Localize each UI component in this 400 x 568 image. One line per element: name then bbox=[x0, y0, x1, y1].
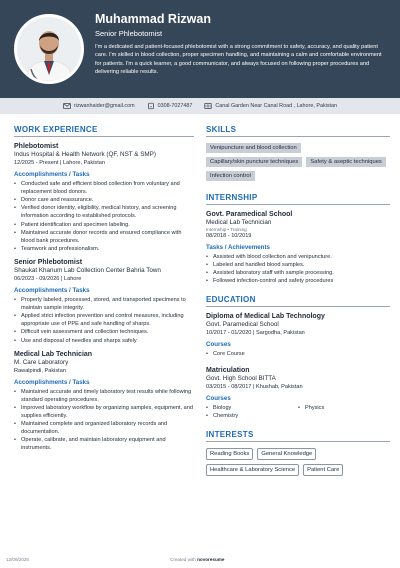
task-item: • Operate, calibrate, and maintain laboratory equipment and instruments. bbox=[14, 436, 194, 452]
internship-organization: Govt. Paramedical School bbox=[206, 211, 293, 218]
work-experience-heading: WORK EXPERIENCE bbox=[14, 125, 98, 134]
task-item: • Patient identification and specimen labeling. bbox=[14, 221, 194, 229]
task-item: • Assisted with blood collection and venipuncture. bbox=[206, 253, 390, 261]
job-organization: Shaukat Khanum Lab Collection Center Bahria Town bbox=[14, 266, 161, 274]
footer-credit bbox=[170, 557, 224, 562]
internship-date: 08/2018 - 10/2019 bbox=[206, 233, 252, 239]
task-list bbox=[14, 296, 194, 345]
school-name: Govt. Paramedical School bbox=[206, 321, 279, 329]
job-title: Senior Phlebotomist bbox=[14, 258, 83, 266]
tasks-heading: Accomplishments / Tasks bbox=[14, 286, 90, 294]
job-title: Medical Lab Technician bbox=[14, 350, 93, 358]
task-item: • Assisted laboratory staff with sample processing. bbox=[206, 269, 390, 277]
degree-title: Diploma of Medical Lab Technology bbox=[206, 313, 325, 321]
contact-address bbox=[204, 102, 337, 110]
task-item: • Improved laboratory workflow by organizing samples, equipment, and supplies efficiently. bbox=[14, 404, 194, 420]
task-item: • Maintained accurate and timely laboratory test results while following standard operating procedures. bbox=[14, 388, 194, 404]
job-entry bbox=[14, 351, 194, 453]
page-footer bbox=[0, 553, 400, 568]
task-item: • Maintained complete and organized laboratory records and documentation. bbox=[14, 420, 194, 436]
task-item: • Verified donor identity, eligibility, medical history, and screening information according to established protocols. bbox=[14, 204, 194, 220]
interest-tag: General Knowledge bbox=[257, 448, 316, 460]
job-organization: Indus Hospital & Health Network (QF, NST & SMP) bbox=[14, 151, 156, 158]
right-column bbox=[206, 125, 390, 476]
internship-heading: INTERNSHIP bbox=[206, 193, 258, 202]
avatar-photo-icon bbox=[17, 17, 81, 81]
course-item: • Chemistry bbox=[206, 412, 298, 420]
course-item: • Biology bbox=[206, 404, 298, 412]
resume-header bbox=[0, 0, 400, 98]
job-date: Rawalpindi, Pakistan bbox=[14, 367, 66, 374]
email-text: rizwanhaider@gmail.com bbox=[73, 103, 135, 109]
task-item: • Donor care and reassurance. bbox=[14, 196, 194, 204]
footer-date: 12/09/2026 bbox=[6, 557, 29, 562]
brand-name: novoresume bbox=[197, 557, 225, 562]
contact-phone[interactable] bbox=[147, 102, 193, 110]
task-item: • Use and disposal of needles and sharps safely bbox=[14, 337, 194, 345]
job-date: 12/2025 - Present | Lahore, Pakistan bbox=[14, 160, 106, 166]
task-item: • Applied strict infection prevention and control measures, including appropriate use of PPE and safe handling of sharps. bbox=[14, 312, 194, 328]
interest-tag: Patient Care bbox=[303, 464, 343, 476]
contact-email[interactable] bbox=[63, 102, 135, 110]
phone-icon bbox=[147, 102, 155, 110]
course-item: • Physics bbox=[298, 404, 390, 412]
job-date: 06/2023 - 09/2026 | Lahore bbox=[14, 275, 82, 282]
tasks-heading: Tasks / Achievements bbox=[206, 244, 270, 251]
skill-tag: Infection control bbox=[206, 171, 255, 181]
interest-tag: Healthcare & Laboratory Science bbox=[206, 464, 299, 476]
email-icon bbox=[63, 102, 71, 110]
education-date: 03/2015 - 08/2017 | Khushab, Pakistan bbox=[206, 383, 303, 390]
education-date: 10/2017 - 01/2020 | Sargodha, Pakistan bbox=[206, 330, 305, 337]
education-entry bbox=[206, 313, 390, 358]
address-text: Canal Garden Near Canal Road , Lahore, Pakistan bbox=[215, 103, 338, 109]
task-list bbox=[14, 180, 194, 253]
skill-tag: Safety & aseptic techniques bbox=[306, 157, 386, 167]
education-entry bbox=[206, 367, 390, 420]
tasks-heading: Accomplishments / Tasks bbox=[14, 171, 90, 178]
job-entry bbox=[14, 259, 194, 345]
tasks-heading: Accomplishments / Tasks bbox=[14, 378, 90, 386]
job-entry bbox=[14, 143, 194, 253]
left-column bbox=[14, 125, 194, 459]
task-list bbox=[206, 253, 390, 285]
profile-photo bbox=[14, 14, 84, 84]
task-item: • Difficult vein assessment and collection techniques. bbox=[14, 328, 194, 336]
interests-heading: INTERESTS bbox=[206, 429, 254, 439]
job-organization: M. Care Laboratory bbox=[14, 358, 69, 366]
degree-title: Matriculation bbox=[206, 366, 250, 374]
task-item: • Conducted safe and efficient blood collection from voluntary and replacement blood donors. bbox=[14, 180, 194, 196]
courses-heading: Courses bbox=[206, 394, 231, 402]
internship-role: Medical Lab Technician bbox=[206, 219, 272, 226]
courses-heading: Courses bbox=[206, 341, 231, 349]
skill-tag: Capillary/skin puncture techniques bbox=[206, 157, 302, 167]
contact-bar bbox=[0, 98, 400, 114]
education-heading: EDUCATION bbox=[206, 295, 256, 305]
profile-summary: I'm a dedicated and patient-focused phlebotomist with a strong commitment to safety, accuracy, and quality patient care. I'm skilled in blood collection, proper specimen handling, and maintaining a calm and comfortable environment for patients. I'm a quick learner, a good communicator, and always focused on following proper procedures and delivering reliable results. bbox=[95, 44, 382, 76]
job-title: Phlebotomist bbox=[14, 143, 59, 150]
section-divider bbox=[206, 204, 390, 205]
task-item: • Teamwork and professionalism. bbox=[14, 245, 194, 253]
skills-list bbox=[206, 143, 390, 181]
task-list bbox=[14, 388, 194, 453]
skills-heading: SKILLS bbox=[206, 125, 237, 134]
created-with-label: Created with bbox=[170, 557, 196, 562]
course-list bbox=[206, 404, 390, 420]
candidate-name: Muhammad Rizwan bbox=[95, 12, 211, 26]
task-item: • Properly labeled, processed, stored, and transported specimens to maintain sample integrity. bbox=[14, 296, 194, 312]
candidate-role: Senior Phlebotomist bbox=[95, 29, 163, 38]
course-list bbox=[206, 350, 390, 358]
school-name: Govt. High School BITTA bbox=[206, 374, 276, 382]
skill-tag: Venipuncture and blood collection bbox=[206, 143, 301, 153]
section-divider bbox=[206, 441, 390, 442]
section-divider bbox=[206, 306, 390, 307]
phone-text: 0308-7027487 bbox=[157, 103, 193, 109]
task-item: • Labeled and handled blood samples. bbox=[206, 261, 390, 269]
section-divider bbox=[206, 136, 390, 137]
location-icon bbox=[204, 102, 212, 110]
internship-type: Internship • Training bbox=[206, 227, 247, 232]
task-item: • Followed infection-control and safety procedures bbox=[206, 277, 390, 285]
task-item: • Maintained accurate donor records and ensured compliance with blood bank procedures. bbox=[14, 229, 194, 245]
section-divider bbox=[14, 136, 194, 137]
interest-tag: Reading Books bbox=[206, 448, 253, 460]
course-item: • Core Course bbox=[206, 350, 390, 358]
interests-list bbox=[206, 448, 390, 476]
